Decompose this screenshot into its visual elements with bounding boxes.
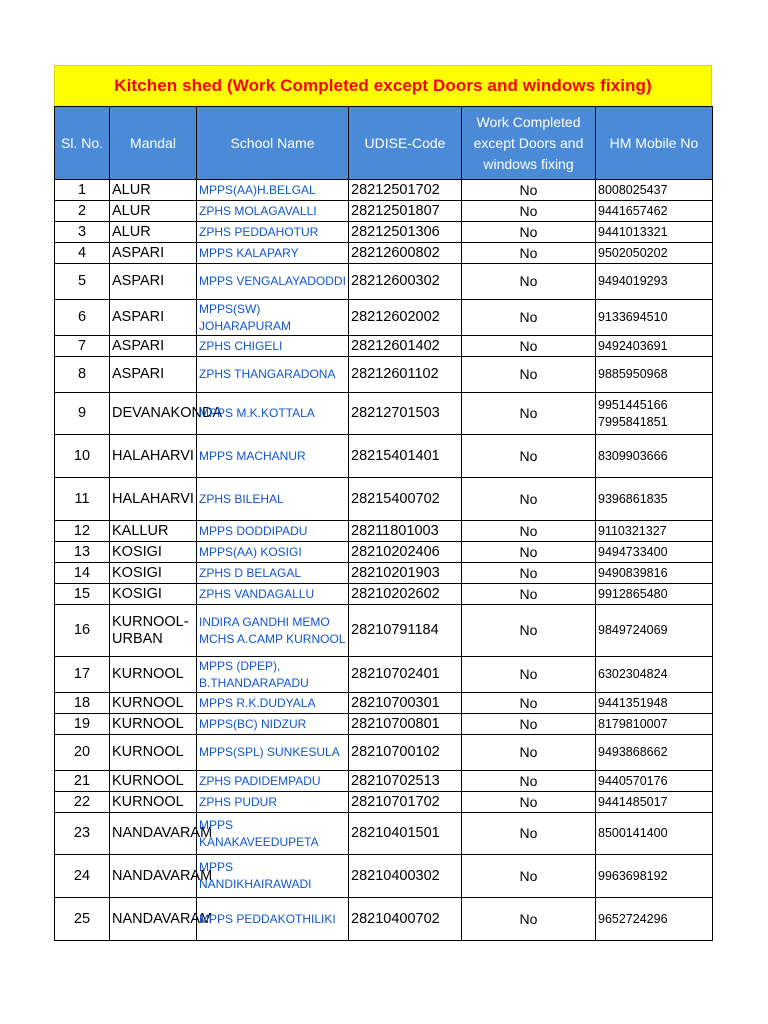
- cell-school-name: ZPHS CHIGELI: [197, 336, 349, 357]
- table-row: [55, 714, 713, 735]
- cell-work-completed: No: [462, 478, 596, 521]
- cell-sl-no: 13: [55, 542, 110, 563]
- cell-school-name: INDIRA GANDHI MEMO MCHS A.CAMP KURNOOL: [197, 605, 349, 657]
- cell-sl-no: 2: [55, 201, 110, 222]
- cell-school-name: MPPS KANAKAVEEDUPETA: [197, 813, 349, 855]
- cell-work-completed: No: [462, 693, 596, 714]
- cell-hm-mobile: 9849724069: [596, 605, 713, 657]
- cell-udise-code: 28210700301: [349, 693, 462, 714]
- cell-mandal: DEVANAKONDA: [110, 393, 197, 435]
- cell-hm-mobile: 8500141400: [596, 813, 713, 855]
- cell-udise-code: 28210702513: [349, 771, 462, 792]
- cell-hm-mobile: 9396861835: [596, 478, 713, 521]
- cell-work-completed: No: [462, 771, 596, 792]
- cell-school-name: MPPS(BC) NIDZUR: [197, 714, 349, 735]
- cell-hm-mobile: 9963698192: [596, 855, 713, 898]
- table-row: [55, 657, 713, 693]
- cell-mandal: ALUR: [110, 180, 197, 201]
- table-row: [55, 357, 713, 393]
- cell-udise-code: 28212501702: [349, 180, 462, 201]
- cell-hm-mobile: 8179810007: [596, 714, 713, 735]
- cell-udise-code: 28212601102: [349, 357, 462, 393]
- cell-udise-code: 28212600802: [349, 243, 462, 264]
- cell-mandal: HALAHARVI: [110, 478, 197, 521]
- cell-school-name: ZPHS MOLAGAVALLI: [197, 201, 349, 222]
- table-row: [55, 735, 713, 771]
- cell-mandal: NANDAVARAM: [110, 898, 197, 941]
- cell-work-completed: No: [462, 792, 596, 813]
- table-row: [55, 180, 713, 201]
- cell-hm-mobile: 9490839816: [596, 563, 713, 584]
- cell-hm-mobile: 9440570176: [596, 771, 713, 792]
- cell-mandal: KURNOOL-URBAN: [110, 605, 197, 657]
- table-row: [55, 336, 713, 357]
- cell-hm-mobile: 9494019293: [596, 264, 713, 300]
- cell-school-name: MPPS DODDIPADU: [197, 521, 349, 542]
- table-row: [55, 771, 713, 792]
- cell-sl-no: 25: [55, 898, 110, 941]
- cell-sl-no: 10: [55, 435, 110, 478]
- cell-work-completed: No: [462, 180, 596, 201]
- cell-hm-mobile: 9110321327: [596, 521, 713, 542]
- cell-school-name: MPPS KALAPARY: [197, 243, 349, 264]
- cell-sl-no: 1: [55, 180, 110, 201]
- cell-sl-no: 16: [55, 605, 110, 657]
- cell-mandal: NANDAVARAM: [110, 855, 197, 898]
- cell-school-name: MPPS(AA) KOSIGI: [197, 542, 349, 563]
- cell-udise-code: 28211801003: [349, 521, 462, 542]
- cell-work-completed: No: [462, 714, 596, 735]
- cell-mandal: HALAHARVI: [110, 435, 197, 478]
- cell-sl-no: 14: [55, 563, 110, 584]
- cell-udise-code: 28210401501: [349, 813, 462, 855]
- cell-mandal: ASPARI: [110, 300, 197, 336]
- cell-udise-code: 28215401401: [349, 435, 462, 478]
- cell-work-completed: No: [462, 521, 596, 542]
- cell-udise-code: 28210791184: [349, 605, 462, 657]
- spreadsheet-page: [54, 65, 712, 941]
- cell-sl-no: 7: [55, 336, 110, 357]
- cell-mandal: ASPARI: [110, 357, 197, 393]
- cell-work-completed: No: [462, 243, 596, 264]
- cell-school-name: MPPS PEDDAKOTHILIKI: [197, 898, 349, 941]
- cell-hm-mobile: 9494733400: [596, 542, 713, 563]
- cell-school-name: MPPS VENGALAYADODDI: [197, 264, 349, 300]
- cell-school-name: MPPS(SW) JOHARAPURAM: [197, 300, 349, 336]
- table-row: [55, 201, 713, 222]
- cell-sl-no: 20: [55, 735, 110, 771]
- cell-work-completed: No: [462, 813, 596, 855]
- cell-hm-mobile: 6302304824: [596, 657, 713, 693]
- table-row: [55, 542, 713, 563]
- cell-hm-mobile: 9441351948: [596, 693, 713, 714]
- cell-work-completed: No: [462, 435, 596, 478]
- column-header-mandal: Mandal: [110, 107, 197, 180]
- cell-hm-mobile: 8309903666: [596, 435, 713, 478]
- cell-work-completed: No: [462, 563, 596, 584]
- table-row: [55, 584, 713, 605]
- cell-udise-code: 28210702401: [349, 657, 462, 693]
- header-row: [55, 107, 713, 180]
- cell-hm-mobile: 9133694510: [596, 300, 713, 336]
- column-header-sl-no: Sl. No.: [55, 107, 110, 180]
- cell-hm-mobile: 9441657462: [596, 201, 713, 222]
- cell-udise-code: 28212501807: [349, 201, 462, 222]
- cell-sl-no: 9: [55, 393, 110, 435]
- cell-work-completed: No: [462, 336, 596, 357]
- cell-hm-mobile: 9885950968: [596, 357, 713, 393]
- cell-hm-mobile: 8008025437: [596, 180, 713, 201]
- cell-mandal: KURNOOL: [110, 657, 197, 693]
- cell-sl-no: 15: [55, 584, 110, 605]
- column-header-hm-mobile: HM Mobile No: [596, 107, 713, 180]
- table-row: [55, 792, 713, 813]
- cell-udise-code: 28210202602: [349, 584, 462, 605]
- table-row: [55, 300, 713, 336]
- cell-mandal: KURNOOL: [110, 714, 197, 735]
- table-row: [55, 813, 713, 855]
- cell-mandal: KURNOOL: [110, 693, 197, 714]
- cell-work-completed: No: [462, 357, 596, 393]
- cell-work-completed: No: [462, 657, 596, 693]
- cell-work-completed: No: [462, 542, 596, 563]
- cell-mandal: KURNOOL: [110, 792, 197, 813]
- table-row: [55, 563, 713, 584]
- cell-sl-no: 19: [55, 714, 110, 735]
- cell-work-completed: No: [462, 264, 596, 300]
- cell-mandal: ASPARI: [110, 264, 197, 300]
- cell-mandal: NANDAVARAM: [110, 813, 197, 855]
- table-row: [55, 393, 713, 435]
- cell-mandal: ALUR: [110, 201, 197, 222]
- cell-mandal: ASPARI: [110, 243, 197, 264]
- table-row: [55, 693, 713, 714]
- cell-hm-mobile: 9912865480: [596, 584, 713, 605]
- cell-hm-mobile: 9652724296: [596, 898, 713, 941]
- kitchen-shed-table: [54, 106, 713, 941]
- cell-udise-code: 28212501306: [349, 222, 462, 243]
- cell-mandal: KALLUR: [110, 521, 197, 542]
- cell-udise-code: 28215400702: [349, 478, 462, 521]
- table-row: [55, 855, 713, 898]
- cell-work-completed: No: [462, 605, 596, 657]
- cell-sl-no: 8: [55, 357, 110, 393]
- column-header-school-name: School Name: [197, 107, 349, 180]
- cell-school-name: ZPHS PADIDEMPADU: [197, 771, 349, 792]
- cell-work-completed: No: [462, 201, 596, 222]
- cell-mandal: KURNOOL: [110, 771, 197, 792]
- cell-sl-no: 11: [55, 478, 110, 521]
- cell-school-name: ZPHS PUDUR: [197, 792, 349, 813]
- cell-sl-no: 22: [55, 792, 110, 813]
- cell-sl-no: 23: [55, 813, 110, 855]
- cell-school-name: MPPS R.K.DUDYALA: [197, 693, 349, 714]
- sheet-title: Kitchen shed (Work Completed except Doors and windows fixing): [54, 65, 712, 106]
- cell-work-completed: No: [462, 222, 596, 243]
- cell-work-completed: No: [462, 855, 596, 898]
- cell-school-name: MPPS M.K.KOTTALA: [197, 393, 349, 435]
- cell-school-name: MPPS(SPL) SUNKESULA: [197, 735, 349, 771]
- table-row: [55, 222, 713, 243]
- cell-work-completed: No: [462, 584, 596, 605]
- column-header-work-completed: Work Completed except Doors and windows fixing: [462, 107, 596, 180]
- cell-school-name: MPPS MACHANUR: [197, 435, 349, 478]
- cell-udise-code: 28212601402: [349, 336, 462, 357]
- cell-hm-mobile: 9951445166 7995841851: [596, 393, 713, 435]
- cell-sl-no: 5: [55, 264, 110, 300]
- cell-udise-code: 28212600302: [349, 264, 462, 300]
- cell-sl-no: 21: [55, 771, 110, 792]
- cell-school-name: ZPHS THANGARADONA: [197, 357, 349, 393]
- cell-hm-mobile: 9493868662: [596, 735, 713, 771]
- table-row: [55, 264, 713, 300]
- cell-sl-no: 3: [55, 222, 110, 243]
- cell-school-name: MPPS (DPEP), B.THANDARAPADU: [197, 657, 349, 693]
- cell-school-name: MPPS(AA)H.BELGAL: [197, 180, 349, 201]
- cell-sl-no: 18: [55, 693, 110, 714]
- cell-udise-code: 28212602002: [349, 300, 462, 336]
- table-row: [55, 243, 713, 264]
- cell-udise-code: 28210700102: [349, 735, 462, 771]
- cell-school-name: ZPHS VANDAGALLU: [197, 584, 349, 605]
- cell-mandal: ALUR: [110, 222, 197, 243]
- cell-udise-code: 28212701503: [349, 393, 462, 435]
- cell-hm-mobile: 9492403691: [596, 336, 713, 357]
- cell-work-completed: No: [462, 300, 596, 336]
- cell-udise-code: 28210400702: [349, 898, 462, 941]
- cell-mandal: KOSIGI: [110, 542, 197, 563]
- cell-work-completed: No: [462, 735, 596, 771]
- cell-work-completed: No: [462, 898, 596, 941]
- cell-hm-mobile: 9441013321: [596, 222, 713, 243]
- cell-school-name: ZPHS D BELAGAL: [197, 563, 349, 584]
- cell-sl-no: 24: [55, 855, 110, 898]
- cell-sl-no: 12: [55, 521, 110, 542]
- table-row: [55, 521, 713, 542]
- cell-udise-code: 28210201903: [349, 563, 462, 584]
- cell-work-completed: No: [462, 393, 596, 435]
- cell-mandal: KOSIGI: [110, 563, 197, 584]
- cell-school-name: MPPS NANDIKHAIRAWADI: [197, 855, 349, 898]
- cell-mandal: KURNOOL: [110, 735, 197, 771]
- cell-udise-code: 28210400302: [349, 855, 462, 898]
- table-row: [55, 435, 713, 478]
- cell-hm-mobile: 9441485017: [596, 792, 713, 813]
- cell-hm-mobile: 9502050202: [596, 243, 713, 264]
- cell-mandal: KOSIGI: [110, 584, 197, 605]
- table-row: [55, 898, 713, 941]
- cell-udise-code: 28210700801: [349, 714, 462, 735]
- cell-mandal: ASPARI: [110, 336, 197, 357]
- cell-udise-code: 28210701702: [349, 792, 462, 813]
- column-header-udise-code: UDISE-Code: [349, 107, 462, 180]
- cell-sl-no: 6: [55, 300, 110, 336]
- table-row: [55, 605, 713, 657]
- cell-school-name: ZPHS BILEHAL: [197, 478, 349, 521]
- cell-school-name: ZPHS PEDDAHOTUR: [197, 222, 349, 243]
- table-row: [55, 478, 713, 521]
- cell-sl-no: 4: [55, 243, 110, 264]
- cell-udise-code: 28210202406: [349, 542, 462, 563]
- cell-sl-no: 17: [55, 657, 110, 693]
